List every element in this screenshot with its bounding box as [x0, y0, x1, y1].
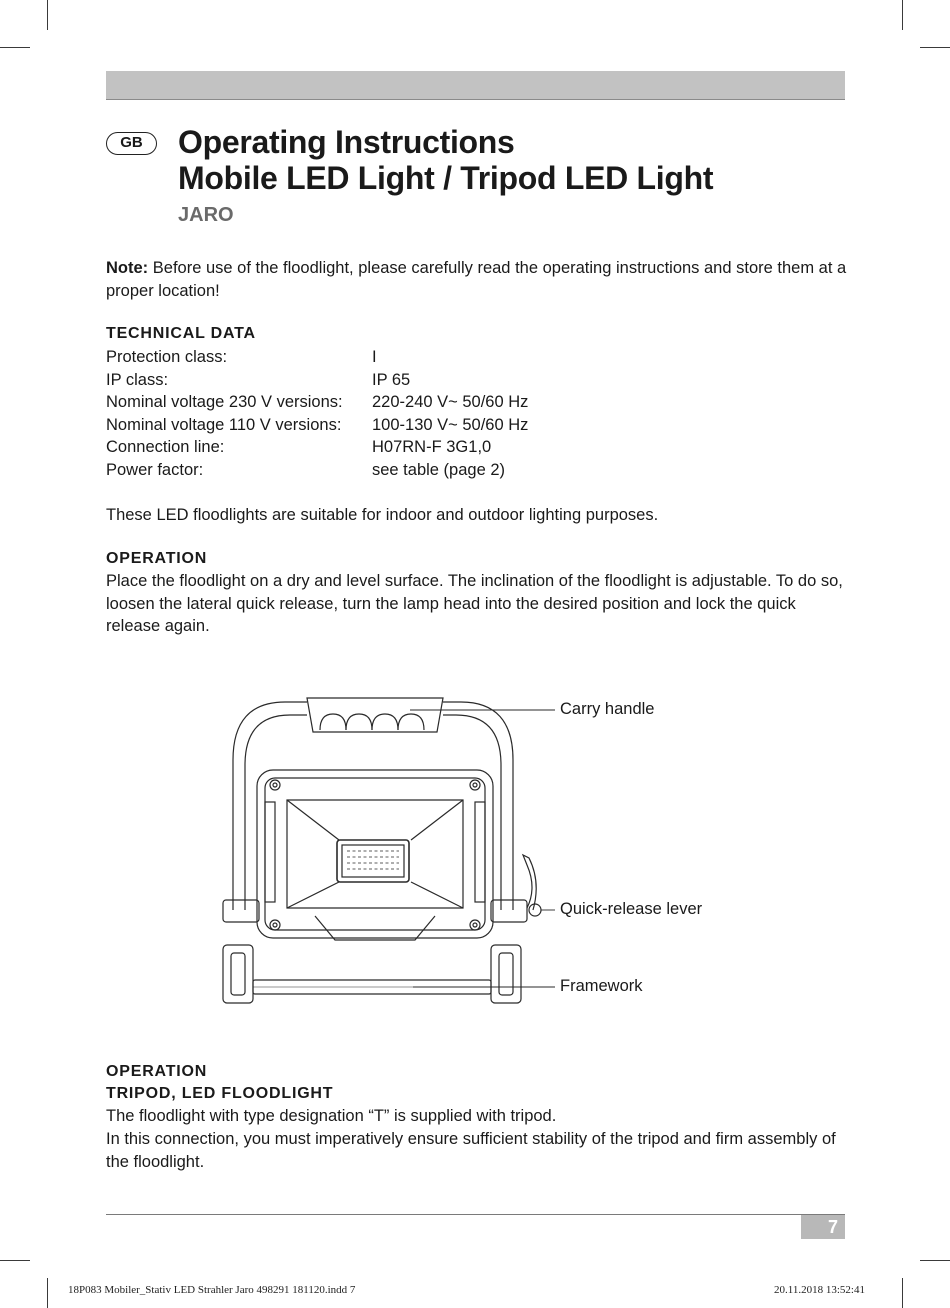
tripod-line1: The floodlight with type designation “T” is supplied with tripod. [106, 1107, 557, 1125]
spec-label: Nominal voltage 230 V versions: [106, 393, 343, 411]
footer-rule [106, 1214, 845, 1215]
note-paragraph [106, 257, 851, 302]
page-subtitle: Mobile LED Light / Tripod LED Light [178, 160, 714, 196]
spec-row [106, 369, 706, 392]
spec-value: I [372, 348, 377, 366]
page-title: Operating Instructions [178, 124, 515, 160]
operation-paragraph: Place the floodlight on a dry and level surface. The inclination of the floodlight is adjustable. To do so, loosen the lateral quick release, turn the lamp head into the desired position and lock the quick release again. [106, 572, 843, 635]
framework-label: Framework [560, 977, 643, 995]
spec-label: Connection line: [106, 438, 225, 456]
date-slug: 20.11.2018 13:52:41 [774, 1284, 865, 1296]
note-label: Note: [106, 259, 149, 277]
crop-mark [0, 1260, 30, 1261]
spec-value: 100-130 V~ 50/60 Hz [372, 415, 529, 434]
spec-value: H07RN-F 3G1,0 [372, 438, 492, 456]
spec-label: Nominal voltage 110 V versions: [106, 415, 342, 434]
file-slug: 18P083 Mobiler_Stativ LED Strahler Jaro 498291 181120.indd 7 [68, 1284, 356, 1296]
page-number: 7 [801, 1215, 845, 1239]
spec-row [106, 414, 706, 437]
header-bar [106, 71, 845, 100]
spec-row [106, 346, 706, 369]
quick-release-label: Quick-release lever [560, 900, 703, 918]
crop-mark [902, 1278, 903, 1308]
spec-label: IP class: [106, 370, 169, 389]
floodlight-diagram [215, 690, 560, 1010]
crop-mark [0, 47, 30, 48]
suitability-text: These LED floodlights are suitable for indoor and outdoor lighting purposes. [106, 506, 659, 524]
crop-mark [920, 47, 950, 48]
spec-value: 220-240 V~ 50/60 Hz [372, 393, 529, 411]
tripod-line2: In this connection, you must imperatively ensure sufficient stability of the tripod and firm assembly of the floodlight. [106, 1130, 836, 1171]
spec-value: see table (page 2) [372, 460, 506, 479]
spec-row [106, 436, 706, 459]
crop-mark [47, 1278, 48, 1308]
language-badge: GB [106, 132, 157, 155]
operation-heading: OPERATION [106, 550, 208, 567]
spec-row [106, 459, 706, 482]
tripod-subheading: TRIPOD, LED FLOODLIGHT [106, 1085, 334, 1102]
note-text: Before use of the floodlight, please carefully read the operating instructions and store them at a proper location! [106, 259, 847, 300]
product-name: JARO [178, 204, 234, 226]
spec-value: IP 65 [372, 370, 411, 389]
spec-label: Power factor: [106, 460, 204, 479]
technical-data-heading: TECHNICAL DATA [106, 325, 256, 342]
crop-mark [47, 0, 48, 30]
spec-row [106, 391, 706, 414]
crop-mark [920, 1260, 950, 1261]
carry-handle-label: Carry handle [560, 700, 655, 718]
spec-label: Protection class: [106, 348, 228, 366]
tripod-operation-heading: OPERATION [106, 1063, 208, 1080]
crop-mark [902, 0, 903, 30]
